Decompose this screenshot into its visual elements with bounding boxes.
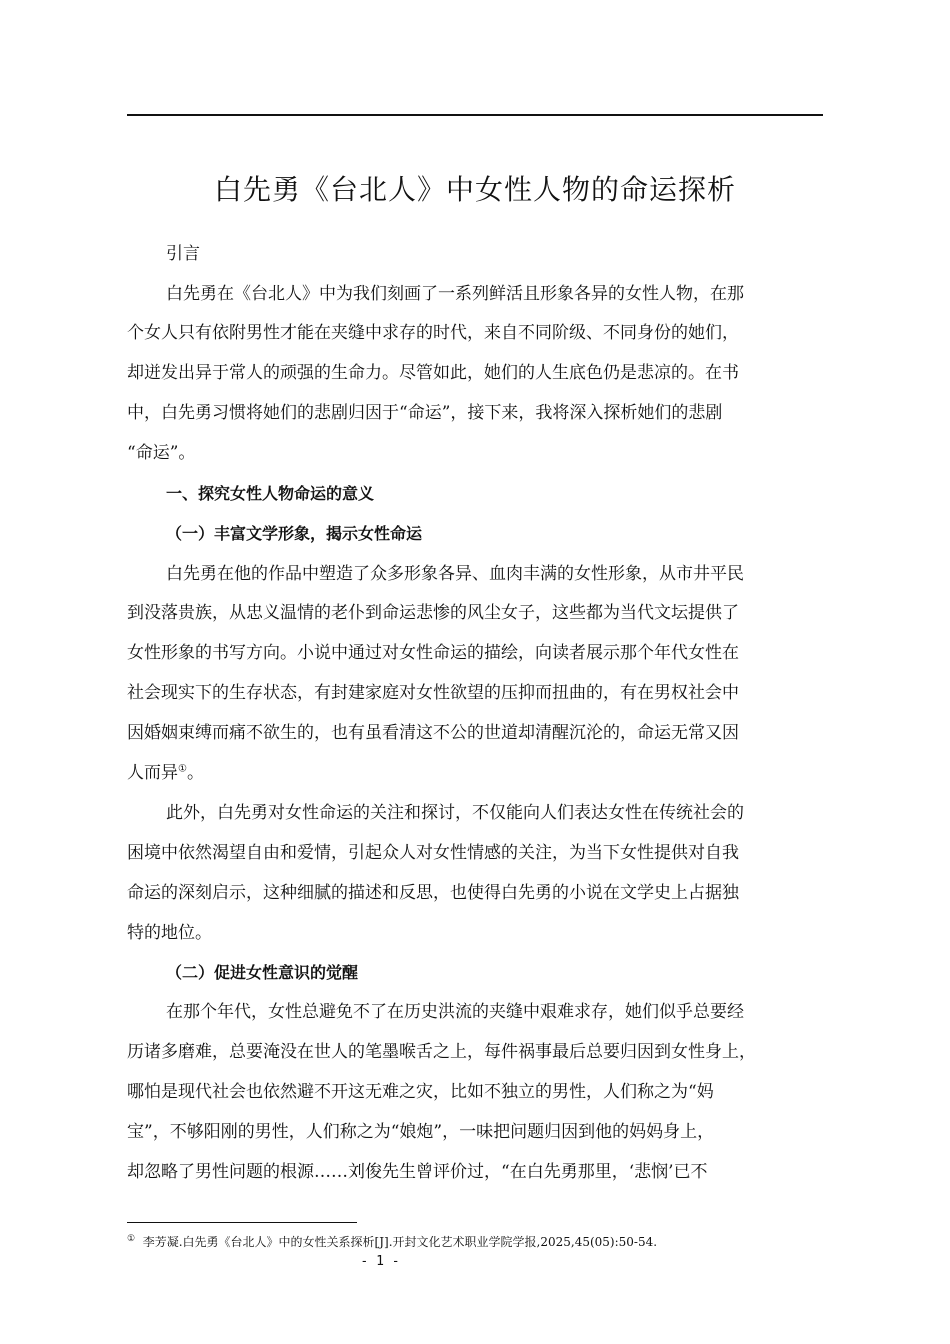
- intro-line: “命运”。: [127, 443, 196, 463]
- body-line: 宝”，不够阳刚的男性，人们称之为“娘炮”，一味把问题归因到他的妈妈身上，: [127, 1122, 715, 1142]
- intro-line: 却迸发出异于常人的顽强的生命力。尽管如此，她们的人生底色仍是悲凉的。在书: [127, 363, 739, 383]
- footnote-mark: ①: [127, 1234, 136, 1244]
- subsection-heading: （二）促进女性意识的觉醒: [166, 963, 359, 982]
- body-line: 此外，白先勇对女性命运的关注和探讨，不仅能向人们表达女性在传统社会的: [166, 803, 744, 823]
- body-line: [127, 761, 827, 785]
- footnote-text: 李芳凝.白先勇《台北人》中的女性关系探析[J].开封文化艺术职业学院学报,2025,45(05):50-54.: [142, 1235, 658, 1249]
- body-line: 到没落贵族，从忠义温情的老仆到命运悲惨的风尘女子，这些都为当代文坛提供了: [127, 603, 739, 623]
- footnote: [127, 1234, 657, 1250]
- body-line: 却忽略了男性问题的根源……刘俊先生曾评价过，“在白先勇那里，‘悲悯’已不: [127, 1162, 708, 1182]
- subsection-heading: （一）丰富文学形象，揭示女性命运: [166, 524, 423, 543]
- intro-line: 中，白先勇习惯将她们的悲剧归因于“命运”，接下来，我将深入探析她们的悲剧: [127, 403, 723, 423]
- header-rule: [127, 114, 823, 116]
- body-line: 社会现实下的生存状态，有封建家庭对女性欲望的压抑而扭曲的，有在男权社会中: [127, 683, 739, 703]
- footnote-separator: [127, 1222, 357, 1223]
- body-line: 白先勇在他的作品中塑造了众多形象各异、血肉丰满的女性形象，从市井平民: [166, 564, 744, 584]
- page-number: - 1 -: [360, 1254, 400, 1269]
- page-title: 白先勇《台北人》中女性人物的命运探析: [213, 173, 736, 206]
- body-text: 。: [186, 763, 204, 783]
- body-text: 人而异: [127, 763, 178, 783]
- body-line: 在那个年代，女性总避免不了在历史洪流的夹缝中艰难求存，她们似乎总要经: [166, 1002, 744, 1022]
- body-line: 特的地位。: [127, 923, 212, 943]
- section-heading: 一、探究女性人物命运的意义: [166, 484, 375, 503]
- body-line: 命运的深刻启示，这种细腻的描述和反思，也使得白先勇的小说在文学史上占据独: [127, 883, 739, 903]
- intro-heading: 引言: [166, 244, 200, 264]
- intro-line: 白先勇在《台北人》中为我们刻画了一系列鲜活且形象各异的女性人物，在那: [166, 284, 744, 304]
- body-line: 困境中依然渴望自由和爱情，引起众人对女性情感的关注，为当下女性提供对自我: [127, 843, 739, 863]
- body-line: 女性形象的书写方向。小说中通过对女性命运的描绘，向读者展示那个年代女性在: [127, 643, 739, 663]
- body-line: 因婚姻束缚而痛不欲生的，也有虽看清这不公的世道却清醒沉沦的，命运无常又因: [127, 723, 739, 743]
- intro-line: 个女人只有依附男性才能在夹缝中求存的时代，来自不同阶级、不同身份的她们，: [127, 323, 739, 343]
- body-line: 历诸多磨难，总要淹没在世人的笔墨喉舌之上，每件祸事最后总要归因到女性身上，: [127, 1042, 756, 1062]
- footnote-reference[interactable]: ①: [178, 763, 187, 775]
- body-line: 哪怕是现代社会也依然避不开这无难之灾，比如不独立的男性，人们称之为“妈: [127, 1082, 714, 1102]
